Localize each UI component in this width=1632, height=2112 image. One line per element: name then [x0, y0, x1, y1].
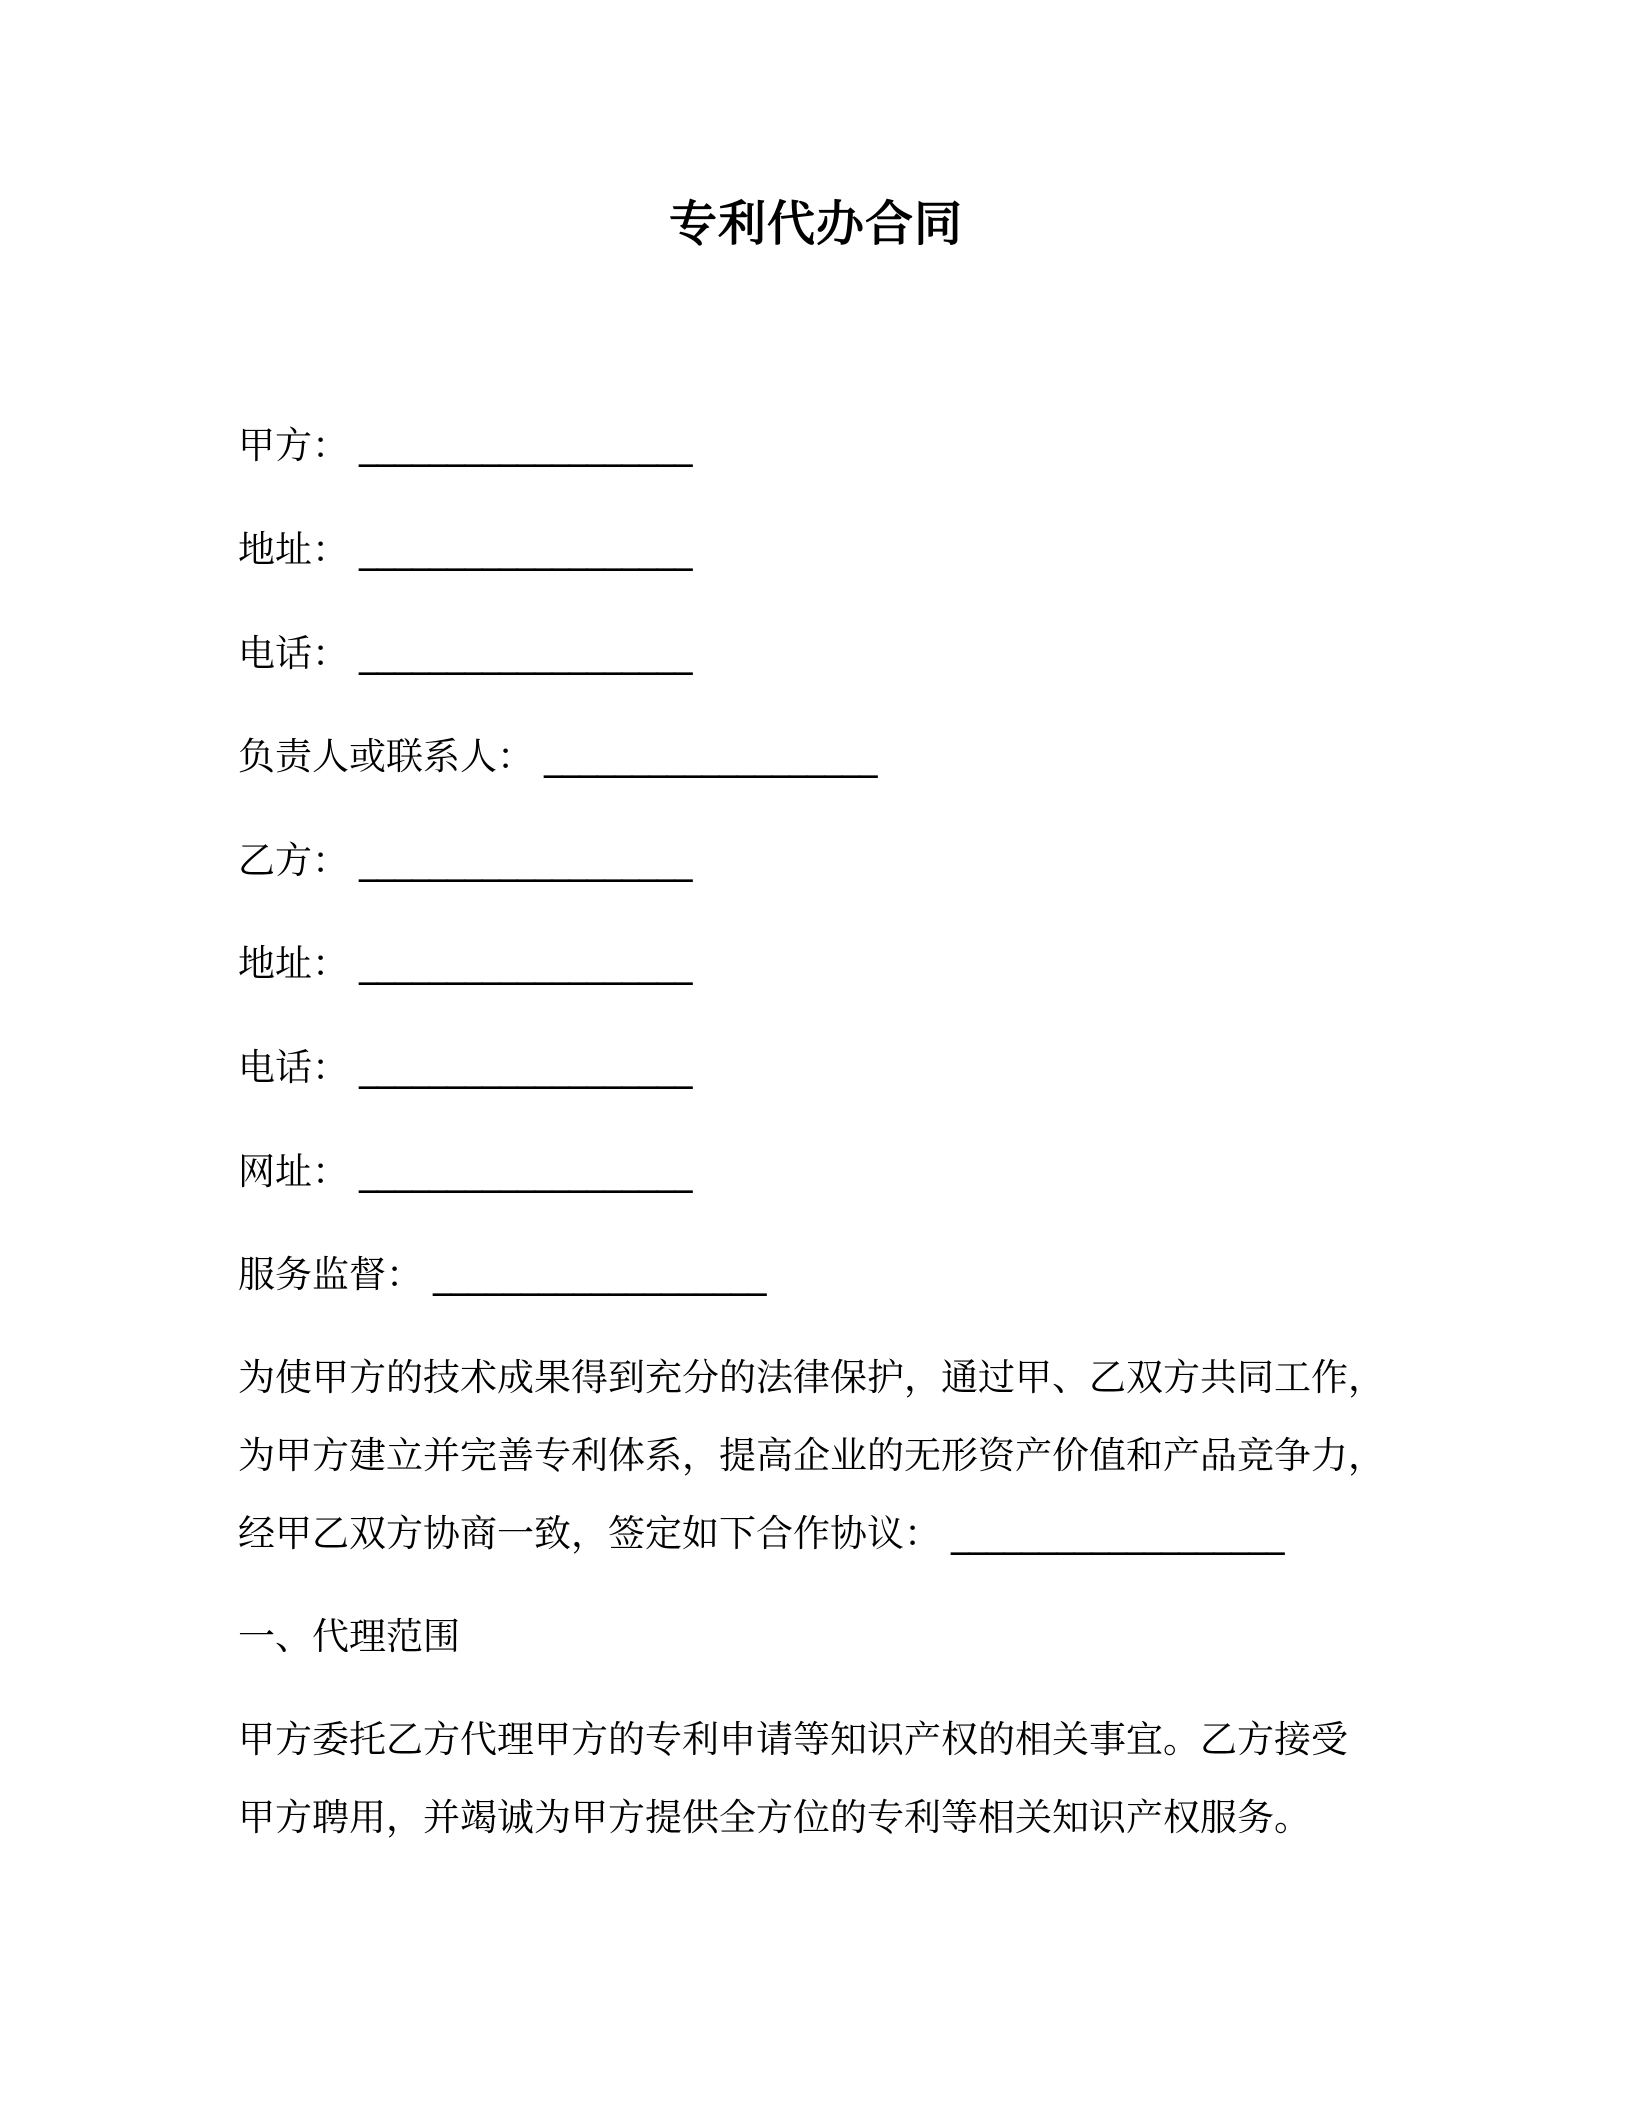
intro-line-2: 为甲方建立并完善专利体系，提高企业的无形资产价值和产品竞争力， — [238, 1434, 1385, 1477]
section-1-line-1: 甲方委托乙方代理甲方的专利申请等知识产权的相关事宜。乙方接受 — [238, 1718, 1348, 1761]
party-a-contact-blank: ___________________ — [544, 735, 877, 778]
party-a-phone-label: 电话： — [238, 632, 349, 675]
party-b-website-label: 网址： — [238, 1150, 349, 1193]
party-b-phone-blank: ___________________ — [359, 1046, 692, 1089]
party-a-name-field — [238, 420, 692, 472]
intro-agreement-blank: ___________________ — [951, 1512, 1284, 1555]
party-a-name-label: 甲方： — [238, 424, 349, 467]
intro-line-1: 为使甲方的技术成果得到充分的法律保护，通过甲、乙双方共同工作， — [238, 1356, 1385, 1399]
party-a-address-label: 地址： — [238, 528, 349, 571]
party-a-address-blank: ___________________ — [359, 528, 692, 571]
party-b-address-field — [238, 938, 692, 990]
party-a-phone-blank: ___________________ — [359, 632, 692, 675]
party-b-supervision-blank: ___________________ — [433, 1253, 766, 1296]
party-b-name-blank: ___________________ — [359, 839, 692, 882]
intro-line-3-field — [238, 1508, 1284, 1560]
party-b-phone-label: 电话： — [238, 1046, 349, 1089]
party-b-address-blank: ___________________ — [359, 942, 692, 985]
party-a-contact-field — [238, 731, 877, 783]
party-a-address-field — [238, 524, 692, 576]
party-b-website-blank: ___________________ — [359, 1150, 692, 1193]
section-1-line-2: 甲方聘用，并竭诚为甲方提供全方位的专利等相关知识产权服务。 — [238, 1796, 1311, 1839]
party-b-address-label: 地址： — [238, 942, 349, 985]
party-b-name-field — [238, 835, 692, 887]
party-b-website-field — [238, 1146, 692, 1198]
party-a-contact-label: 负责人或联系人： — [238, 735, 534, 778]
document-title: 专利代办合同 — [668, 196, 963, 252]
party-b-name-label: 乙方： — [238, 839, 349, 882]
party-b-phone-field — [238, 1042, 692, 1094]
party-b-supervision-field — [238, 1249, 766, 1301]
party-a-phone-field — [238, 628, 692, 680]
intro-line-3: 经甲乙双方协商一致，签定如下合作协议： — [238, 1512, 941, 1555]
party-b-supervision-label: 服务监督： — [238, 1253, 423, 1296]
section-1-heading: 一、代理范围 — [238, 1615, 460, 1658]
party-a-name-blank: ___________________ — [359, 424, 692, 467]
